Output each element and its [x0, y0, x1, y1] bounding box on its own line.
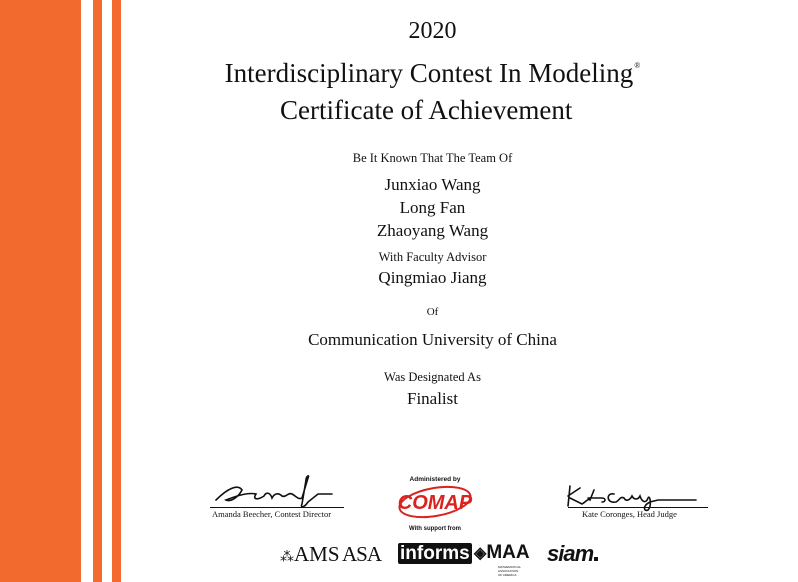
advisor-name: Qingmiao Jiang	[378, 268, 487, 287]
stripe-thin-1	[93, 0, 102, 582]
designated-label: Was Designated As	[384, 370, 481, 384]
comap-logo-text: COMAP	[397, 492, 473, 514]
institution-name: Communication University of China	[308, 330, 557, 349]
comap-badge	[395, 476, 475, 526]
administered-label: Administered by	[409, 476, 461, 483]
asa-logo: ASA	[342, 542, 382, 566]
judge-signature-line	[568, 507, 708, 508]
ams-logo-text: AMS	[294, 542, 340, 566]
director-signature-line	[210, 507, 344, 508]
director-signature	[208, 470, 338, 512]
designation: Finalist	[406, 389, 458, 408]
certificate-year: 2020	[408, 18, 457, 44]
known-label: Be It Known That The Team Of	[352, 151, 513, 165]
support-label: With support from	[409, 526, 461, 532]
advisor-label: With Faculty Advisor	[378, 250, 487, 264]
maa-logo-text: MAA	[486, 542, 530, 563]
registered-mark: ®	[634, 61, 641, 70]
of-label: Of	[426, 306, 439, 318]
director-caption: Amanda Beecher, Contest Director	[212, 509, 332, 519]
informs-logo-text: informs	[400, 543, 470, 564]
team-member-3: Zhaoyang Wang	[376, 221, 489, 240]
siam-logo-text: siam	[547, 541, 594, 566]
maa-logo	[474, 542, 530, 564]
team-member-2: Long Fan	[399, 198, 466, 217]
stripe-wide	[0, 0, 81, 582]
decorative-stripes	[0, 0, 130, 582]
ams-logo	[280, 542, 340, 567]
comap-logo	[395, 483, 475, 521]
certificate-title: Certificate of Achievement	[280, 95, 573, 125]
contest-name-text: Interdisciplinary Contest In Modeling	[224, 58, 634, 88]
maa-subtitle: MATHEMATICAL ASSOCIATION OF AMERICA	[498, 565, 521, 577]
maa-icon: ◈	[474, 545, 487, 562]
siam-logo	[547, 541, 598, 567]
ams-mark-icon: ⁂	[280, 550, 294, 565]
stripe-thin-2	[112, 0, 121, 582]
contest-name	[130, 58, 735, 89]
judge-caption: Kate Coronges, Head Judge	[582, 509, 677, 519]
informs-logo	[398, 543, 472, 565]
siam-dot-icon	[594, 557, 598, 561]
team-member-1: Junxiao Wang	[384, 175, 481, 194]
